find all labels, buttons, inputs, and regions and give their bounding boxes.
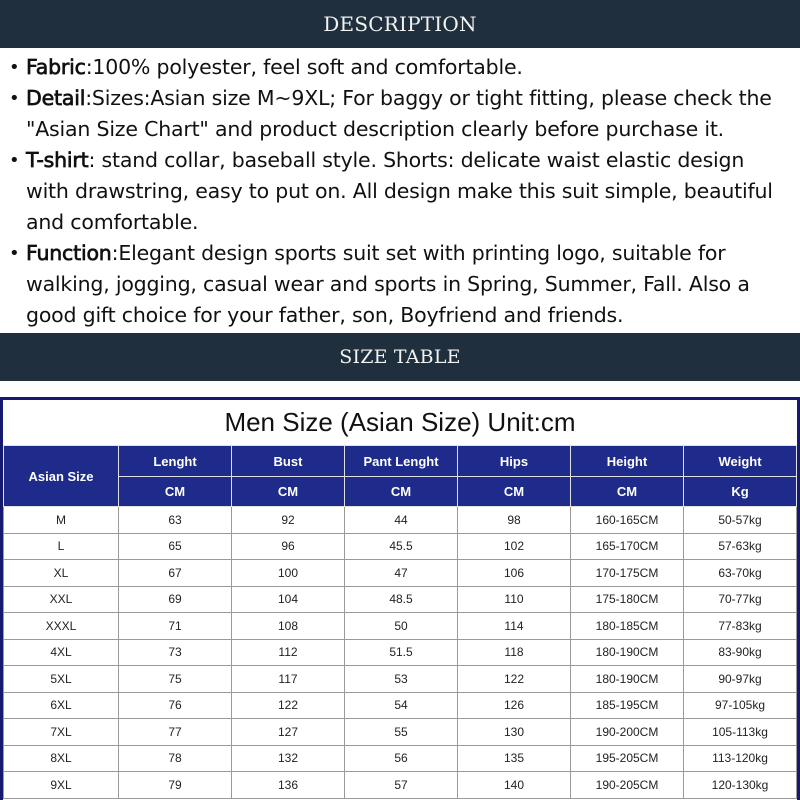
table-cell: 113-120kg xyxy=(684,745,797,772)
header-height: Height xyxy=(571,446,684,477)
size-cell: 4XL xyxy=(4,639,119,666)
table-cell: 140 xyxy=(458,772,571,799)
table-cell: 92 xyxy=(232,507,345,534)
table-cell: 105-113kg xyxy=(684,719,797,746)
item-text: :Sizes:Asian size M~9XL; For baggy or tight fitting, please check the "Asian Size Chart" and product description clearly before purchase it. xyxy=(26,86,772,141)
table-row xyxy=(4,772,797,799)
header-weight: Weight xyxy=(684,446,797,477)
table-row xyxy=(4,507,797,534)
table-cell: 44 xyxy=(345,507,458,534)
table-cell: 106 xyxy=(458,560,571,587)
table-cell: 83-90kg xyxy=(684,639,797,666)
table-cell: 90-97kg xyxy=(684,666,797,693)
unit-hips: CM xyxy=(458,477,571,507)
table-cell: 75 xyxy=(119,666,232,693)
size-chart-title: Men Size (Asian Size) Unit:cm xyxy=(224,407,576,437)
table-cell: 195-205CM xyxy=(571,745,684,772)
table-cell: 120-130kg xyxy=(684,772,797,799)
bullet-icon: • xyxy=(9,150,20,171)
table-cell: 160-165CM xyxy=(571,507,684,534)
description-list xyxy=(0,52,800,331)
table-cell: 112 xyxy=(232,639,345,666)
size-table-banner-label: SIZE TABLE xyxy=(339,346,461,368)
table-cell: 73 xyxy=(119,639,232,666)
size-cell: L xyxy=(4,533,119,560)
item-text: : stand collar, baseball style. Shorts: delicate waist elastic design with drawstring, easy to put on. All design make this suit simple, beautiful and comfortable. xyxy=(26,148,773,234)
table-row xyxy=(4,745,797,772)
table-cell: 78 xyxy=(119,745,232,772)
table-cell: 102 xyxy=(458,533,571,560)
table-cell: 180-185CM xyxy=(571,613,684,640)
table-cell: 185-195CM xyxy=(571,692,684,719)
size-cell: M xyxy=(4,507,119,534)
item-label: Detail xyxy=(26,86,86,110)
table-cell: 175-180CM xyxy=(571,586,684,613)
table-cell: 104 xyxy=(232,586,345,613)
table-cell: 50 xyxy=(345,613,458,640)
table-cell: 54 xyxy=(345,692,458,719)
table-cell: 97-105kg xyxy=(684,692,797,719)
size-cell: 7XL xyxy=(4,719,119,746)
table-cell: 108 xyxy=(232,613,345,640)
table-cell: 79 xyxy=(119,772,232,799)
table-cell: 122 xyxy=(232,692,345,719)
description-item-detail xyxy=(0,83,800,145)
table-cell: 180-190CM xyxy=(571,639,684,666)
table-cell: 50-57kg xyxy=(684,507,797,534)
size-table-body xyxy=(4,507,797,799)
bullet-icon: • xyxy=(9,243,20,264)
bullet-icon: • xyxy=(9,88,20,109)
table-cell: 65 xyxy=(119,533,232,560)
bullet-icon: • xyxy=(9,57,20,78)
description-item-fabric xyxy=(0,52,800,83)
table-cell: 190-200CM xyxy=(571,719,684,746)
size-cell: 8XL xyxy=(4,745,119,772)
item-label: Function xyxy=(26,241,112,265)
table-cell: 57 xyxy=(345,772,458,799)
header-bust: Bust xyxy=(232,446,345,477)
size-table-banner xyxy=(0,333,800,381)
header-pant-lenght: Pant Lenght xyxy=(345,446,458,477)
description-banner xyxy=(0,0,800,48)
table-cell: 130 xyxy=(458,719,571,746)
table-cell: 56 xyxy=(345,745,458,772)
table-cell: 110 xyxy=(458,586,571,613)
table-cell: 63-70kg xyxy=(684,560,797,587)
description-item-function xyxy=(0,238,800,331)
item-label: T-shirt xyxy=(26,148,89,172)
table-cell: 165-170CM xyxy=(571,533,684,560)
table-cell: 190-205CM xyxy=(571,772,684,799)
item-text: :100% polyester, feel soft and comfortable. xyxy=(85,55,523,79)
table-cell: 70-77kg xyxy=(684,586,797,613)
table-cell: 53 xyxy=(345,666,458,693)
header-lenght: Lenght xyxy=(119,446,232,477)
table-cell: 114 xyxy=(458,613,571,640)
table-row xyxy=(4,533,797,560)
table-cell: 51.5 xyxy=(345,639,458,666)
size-cell: XL xyxy=(4,560,119,587)
unit-height: CM xyxy=(571,477,684,507)
table-cell: 55 xyxy=(345,719,458,746)
table-cell: 100 xyxy=(232,560,345,587)
table-row xyxy=(4,719,797,746)
table-cell: 118 xyxy=(458,639,571,666)
table-cell: 67 xyxy=(119,560,232,587)
table-row xyxy=(4,586,797,613)
table-cell: 180-190CM xyxy=(571,666,684,693)
table-cell: 132 xyxy=(232,745,345,772)
table-cell: 47 xyxy=(345,560,458,587)
size-cell: XXL xyxy=(4,586,119,613)
table-cell: 76 xyxy=(119,692,232,719)
table-cell: 136 xyxy=(232,772,345,799)
table-row xyxy=(4,666,797,693)
table-cell: 170-175CM xyxy=(571,560,684,587)
size-table xyxy=(3,445,797,799)
table-row xyxy=(4,692,797,719)
table-row xyxy=(4,639,797,666)
size-chart xyxy=(0,397,800,800)
table-cell: 98 xyxy=(458,507,571,534)
table-cell: 77 xyxy=(119,719,232,746)
unit-weight: Kg xyxy=(684,477,797,507)
unit-bust: CM xyxy=(232,477,345,507)
size-cell: 5XL xyxy=(4,666,119,693)
table-cell: 117 xyxy=(232,666,345,693)
table-cell: 63 xyxy=(119,507,232,534)
table-cell: 71 xyxy=(119,613,232,640)
table-cell: 96 xyxy=(232,533,345,560)
unit-pant-lenght: CM xyxy=(345,477,458,507)
table-cell: 77-83kg xyxy=(684,613,797,640)
table-cell: 45.5 xyxy=(345,533,458,560)
table-cell: 48.5 xyxy=(345,586,458,613)
table-row xyxy=(4,613,797,640)
header-hips: Hips xyxy=(458,446,571,477)
table-cell: 69 xyxy=(119,586,232,613)
table-cell: 122 xyxy=(458,666,571,693)
item-label: Fabric xyxy=(26,55,86,79)
table-row xyxy=(4,560,797,587)
description-item-tshirt xyxy=(0,145,800,238)
size-cell: 9XL xyxy=(4,772,119,799)
header-asian-size: Asian Size xyxy=(4,446,119,507)
table-cell: 126 xyxy=(458,692,571,719)
description-banner-label: DESCRIPTION xyxy=(323,12,477,36)
item-text: :Elegant design sports suit set with printing logo, suitable for walking, jogging, casual wear and sports in Spring, Summer, Fall. Also a good gift choice for your father, son, Boyfriend and friends. xyxy=(26,241,750,327)
size-cell: XXXL xyxy=(4,613,119,640)
table-cell: 127 xyxy=(232,719,345,746)
unit-lenght: CM xyxy=(119,477,232,507)
size-cell: 6XL xyxy=(4,692,119,719)
table-cell: 135 xyxy=(458,745,571,772)
table-cell: 57-63kg xyxy=(684,533,797,560)
